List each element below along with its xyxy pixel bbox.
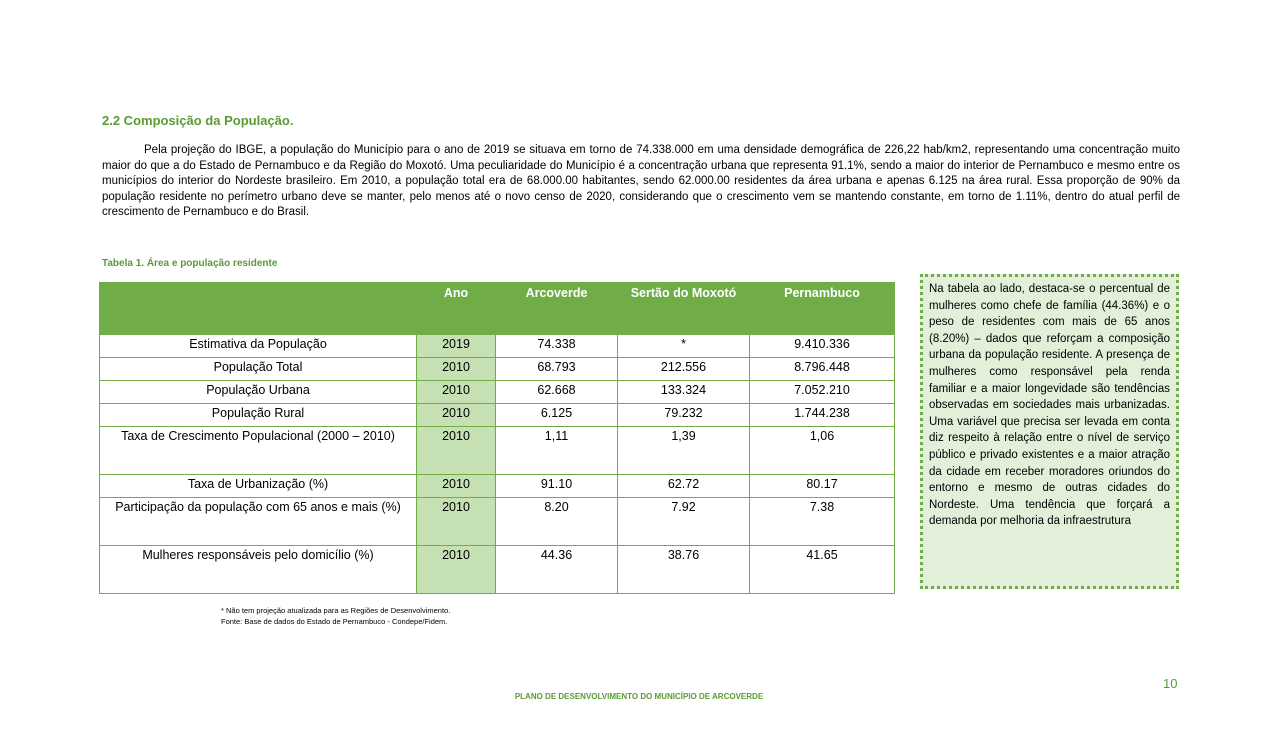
indicator-cell: Taxa de Urbanização (%) <box>100 475 417 498</box>
header-year: Ano <box>417 283 496 335</box>
table-row <box>100 358 895 381</box>
indicator-cell: População Rural <box>100 404 417 427</box>
table-row <box>100 546 895 594</box>
year-cell: 2010 <box>417 546 496 594</box>
table-header-row <box>100 283 895 335</box>
year-cell: 2019 <box>417 335 496 358</box>
year-cell: 2010 <box>417 498 496 546</box>
sertao-cell: * <box>618 335 750 358</box>
sertao-cell: 133.324 <box>618 381 750 404</box>
table-row <box>100 381 895 404</box>
table-row <box>100 404 895 427</box>
pernambuco-cell: 80.17 <box>750 475 895 498</box>
sertao-cell: 212.556 <box>618 358 750 381</box>
arcoverde-cell: 6.125 <box>496 404 618 427</box>
population-table <box>99 282 895 594</box>
pernambuco-cell: 7.38 <box>750 498 895 546</box>
table-row <box>100 427 895 475</box>
sertao-cell: 1,39 <box>618 427 750 475</box>
pernambuco-cell: 41.65 <box>750 546 895 594</box>
table-footnotes <box>221 605 450 627</box>
indicator-cell: Participação da população com 65 anos e mais (%) <box>100 498 417 546</box>
year-cell: 2010 <box>417 404 496 427</box>
year-cell: 2010 <box>417 427 496 475</box>
year-cell: 2010 <box>417 475 496 498</box>
header-pernambuco: Pernambuco <box>750 283 895 335</box>
pernambuco-cell: 9.410.336 <box>750 335 895 358</box>
header-sertao-moxoto: Sertão do Moxotó <box>618 283 750 335</box>
table-row <box>100 335 895 358</box>
table-caption: Tabela 1. Área e população residente <box>102 258 278 269</box>
sertao-cell: 62.72 <box>618 475 750 498</box>
pernambuco-cell: 1.744.238 <box>750 404 895 427</box>
sertao-cell: 79.232 <box>618 404 750 427</box>
footnote-asterisk: * Não tem projeção atualizada para as Regiões de Desenvolvimento. <box>221 606 451 615</box>
arcoverde-cell: 91.10 <box>496 475 618 498</box>
arcoverde-cell: 68.793 <box>496 358 618 381</box>
indicator-cell: População Urbana <box>100 381 417 404</box>
indicator-cell: População Total <box>100 358 417 381</box>
arcoverde-cell: 1,11 <box>496 427 618 475</box>
sertao-cell: 38.76 <box>618 546 750 594</box>
indicator-cell: Taxa de Crescimento Populacional (2000 – 2010) <box>100 427 417 475</box>
arcoverde-cell: 74.338 <box>496 335 618 358</box>
table-row <box>100 498 895 546</box>
section-heading: 2.2 Composição da População. <box>102 113 294 128</box>
indicator-cell: Estimativa da População <box>100 335 417 358</box>
header-indicator <box>100 283 417 335</box>
pernambuco-cell: 8.796.448 <box>750 358 895 381</box>
pernambuco-cell: 1,06 <box>750 427 895 475</box>
arcoverde-cell: 62.668 <box>496 381 618 404</box>
page-number: 10 <box>1163 676 1178 691</box>
arcoverde-cell: 44.36 <box>496 546 618 594</box>
pernambuco-cell: 7.052.210 <box>750 381 895 404</box>
page-footer: PLANO DE DESENVOLVIMENTO DO MUNICÍPIO DE ARCOVERDE <box>514 692 764 701</box>
footnote-source: Fonte: Base de dados do Estado de Pernambuco - Condepe/Fidem. <box>221 617 448 626</box>
year-cell: 2010 <box>417 358 496 381</box>
header-arcoverde: Arcoverde <box>496 283 618 335</box>
arcoverde-cell: 8.20 <box>496 498 618 546</box>
year-cell: 2010 <box>417 381 496 404</box>
highlight-box: Na tabela ao lado, destaca-se o percentual de mulheres como chefe de família (44.36%) e o peso de residentes com mais de 65 anos (8.20%) – dados que reforçam a composição urbana da população residente. A presença de mulheres como responsável pela renda familiar e a maior longevidade são tendências observadas em sociedades mais urbanizadas. Uma variável que precisa ser levada em conta diz respeito à relação entre o nível de serviço público e privado existentes e a maior atração da cidade em receber moradores oriundos do entorno e mesmo de outras cidades do Nordeste. Uma tendência que forçará a demanda por melhoria da infraestrutura <box>920 274 1179 589</box>
table-row <box>100 475 895 498</box>
body-paragraph: Pela projeção do IBGE, a população do Município para o ano de 2019 se situava em torno de 74.338.000 em uma densidade demográfica de 226,22 hab/km2, representando uma concentração muito maior do que a do Estado de Pernambuco e da Região do Moxotó. Uma peculiaridade do Município é a concentração urbana que representa 91.1%, sendo a maior do interior de Pernambuco e mesmo entre os municípios do interior do Nordeste brasileiro. Em 2010, a população total era de 68.000.00 habitantes, sendo 62.000.00 residentes da área urbana e apenas 6.125 na área rural. Essa proporção de 90% da população residente no perímetro urbano deve se manter, pelo menos até o novo censo de 2020, considerando que o crescimento vem se mantendo constante, em torno de 1.11%, dentro do atual perfil de crescimento de Pernambuco e do Brasil. <box>102 144 1180 218</box>
sertao-cell: 7.92 <box>618 498 750 546</box>
indicator-cell: Mulheres responsáveis pelo domicílio (%) <box>100 546 417 594</box>
